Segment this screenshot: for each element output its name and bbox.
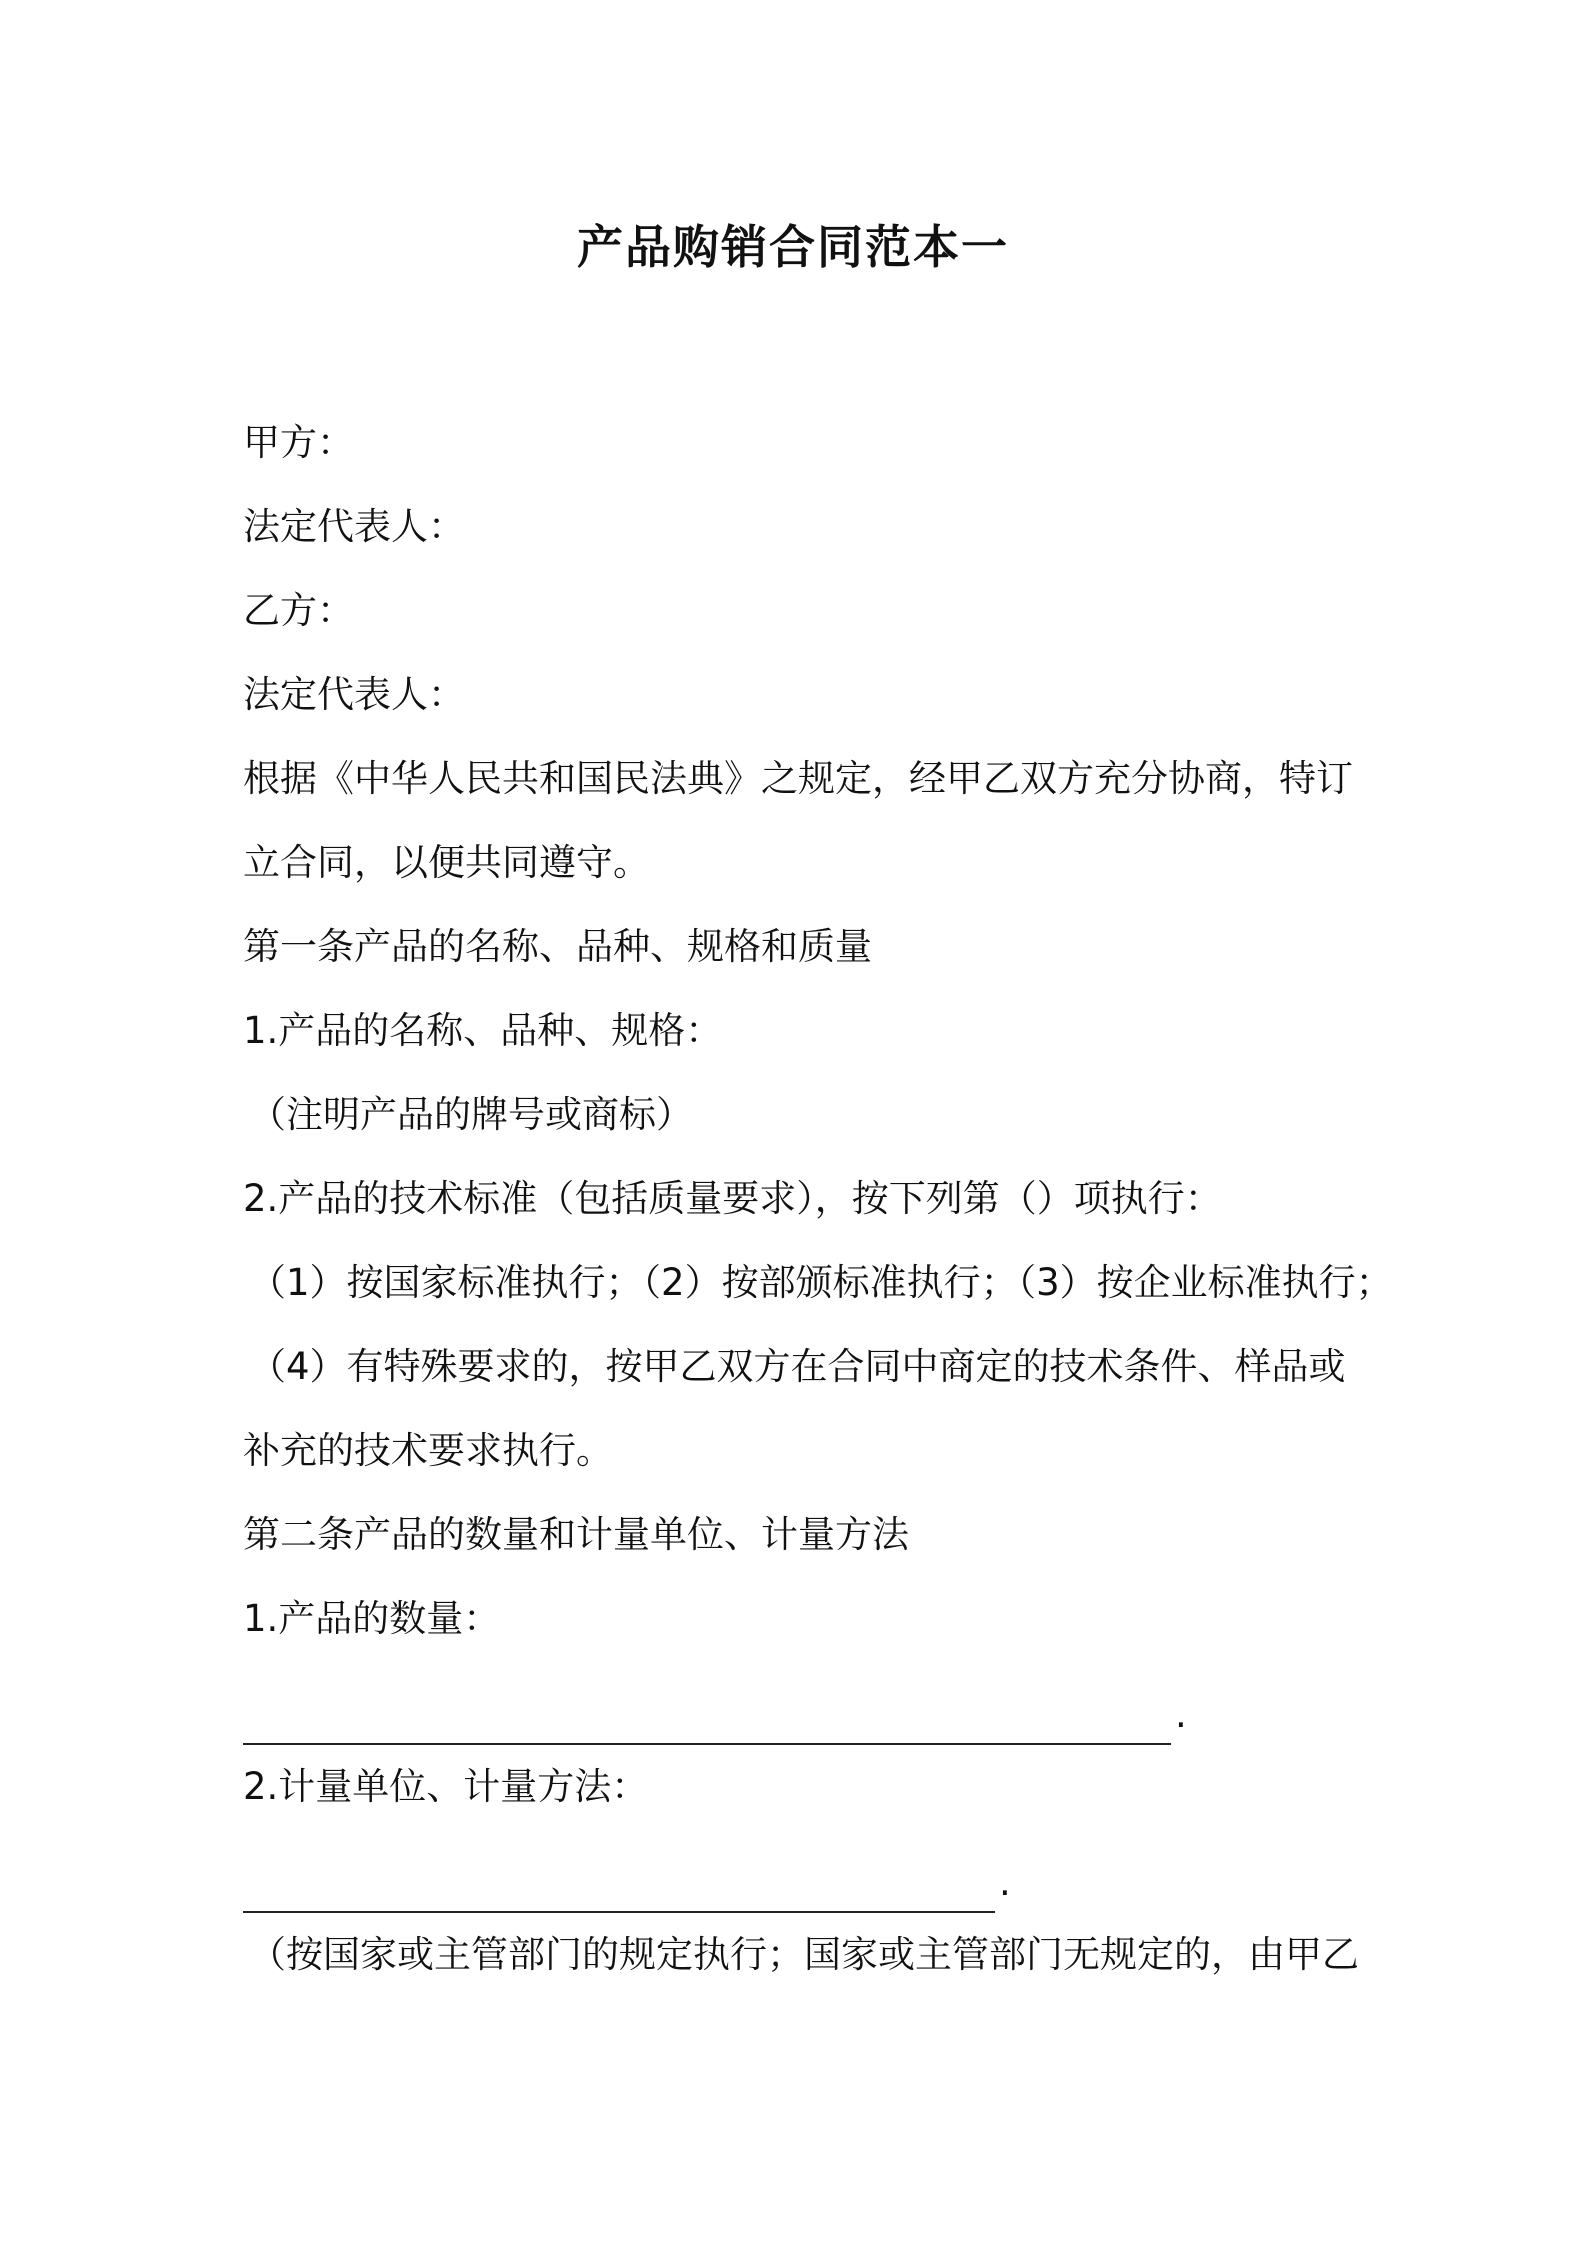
- intro-paragraph-line-1: 根据《中华人民共和国民法典》之规定，经甲乙双方充分协商，特订: [243, 757, 1353, 800]
- party-b-label: 乙方：: [243, 589, 354, 632]
- blank-period: .: [999, 1861, 1011, 1904]
- page-title: 产品购销合同范本一: [577, 220, 1009, 274]
- article-1-standard-options: （1）按国家标准执行；（2）按部颁标准执行；（3）按企业标准执行；: [249, 1261, 1393, 1304]
- unit-method-fill-blank[interactable]: [243, 1863, 995, 1913]
- quantity-fill-blank[interactable]: [243, 1695, 1171, 1745]
- contract-body: [243, 401, 1393, 1997]
- party-b-representative-label: 法定代表人：: [243, 673, 465, 716]
- article-2-item-2: 2.计量单位、计量方法：: [243, 1765, 649, 1808]
- party-a-representative-label: 法定代表人：: [243, 505, 465, 548]
- unit-method-blank-row: [243, 1829, 1363, 1913]
- intro-paragraph-line-2: 立合同，以便共同遵守。: [243, 841, 650, 884]
- article-2-item-1: 1.产品的数量：: [243, 1597, 501, 1640]
- quantity-blank-row: [243, 1661, 1363, 1745]
- article-1-heading: 第一条产品的名称、品种、规格和质量: [243, 925, 872, 968]
- party-a-label: 甲方：: [243, 421, 354, 464]
- article-1-option-4-line-1: （4）有特殊要求的，按甲乙双方在合同中商定的技术条件、样品或: [249, 1345, 1346, 1388]
- article-1-brand-note: （注明产品的牌号或商标）: [249, 1093, 693, 1136]
- article-2-heading: 第二条产品的数量和计量单位、计量方法: [243, 1513, 909, 1556]
- article-1-item-2: 2.产品的技术标准（包括质量要求），按下列第（）项执行：: [243, 1177, 1222, 1220]
- blank-period: .: [1175, 1693, 1187, 1736]
- article-1-option-4-line-2: 补充的技术要求执行。: [243, 1429, 613, 1472]
- article-2-regulation-note: （按国家或主管部门的规定执行；国家或主管部门无规定的，由甲乙: [249, 1933, 1359, 1976]
- article-1-item-1: 1.产品的名称、品种、规格：: [243, 1009, 723, 1052]
